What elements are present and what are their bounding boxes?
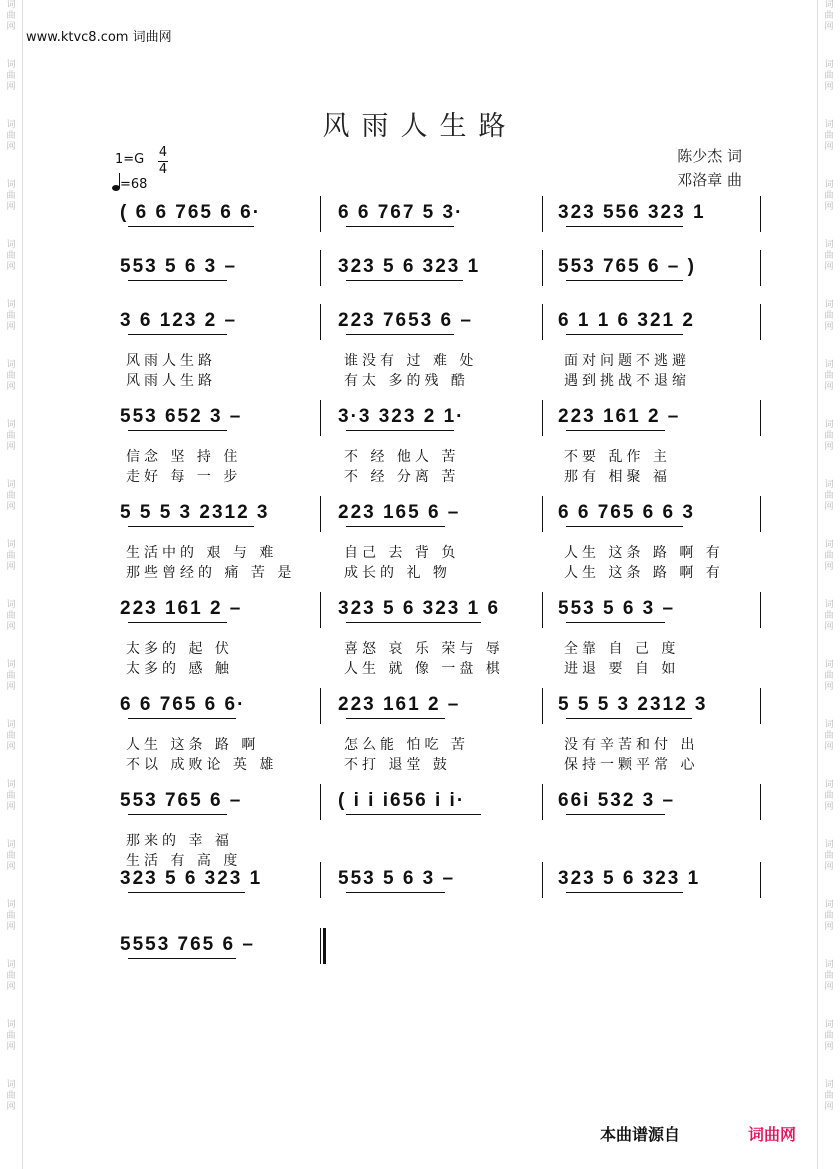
watermark-group: 词 曲 网 xyxy=(824,0,834,32)
watermark-group: 词 曲 网 xyxy=(6,360,16,392)
key-signature: 1=G xyxy=(115,152,145,167)
final-barline xyxy=(320,928,324,964)
barline xyxy=(542,784,543,820)
beam-underline xyxy=(128,430,227,431)
lyric-line: 人生 这条 路 啊 xyxy=(126,737,260,753)
measure-group xyxy=(120,928,320,968)
lyric-line: 不打 退堂 鼓 xyxy=(344,757,451,773)
right-margin-line xyxy=(817,0,818,1169)
watermark-group: 词 曲 网 xyxy=(6,540,16,572)
beam-underline xyxy=(566,226,683,227)
watermark-group: 词 曲 网 xyxy=(824,180,834,212)
watermark-group: 词 曲 网 xyxy=(6,720,16,752)
measure-group xyxy=(338,688,538,773)
lyric-line: 不 经 他人 苦 xyxy=(344,449,460,465)
watermark-group: 词 曲 网 xyxy=(6,480,16,512)
lyric-line: 不要 乱作 主 xyxy=(564,449,671,465)
measure-group xyxy=(120,304,320,389)
beam-underline xyxy=(346,334,454,335)
lyric-line: 人生 就 像 一盘 棋 xyxy=(344,661,504,677)
watermark-group: 词 曲 网 xyxy=(824,720,834,752)
watermark-group: 词 曲 网 xyxy=(6,600,16,632)
lyric-line: 风雨人生路 xyxy=(126,373,216,389)
notation-line: ( i i i656 i i· xyxy=(338,790,466,811)
lyric-line: 有太 多的残 酷 xyxy=(344,373,469,389)
watermark-group: 词 曲 网 xyxy=(6,180,16,212)
beam-underline xyxy=(346,280,463,281)
footer-source: 本曲谱源自 xyxy=(600,1125,681,1144)
watermark-group: 词 曲 网 xyxy=(6,660,16,692)
barline xyxy=(320,784,321,820)
watermark-group: 词 曲 网 xyxy=(824,780,834,812)
lyric-line: 生活 有 高 度 xyxy=(126,853,242,869)
barline xyxy=(760,688,761,724)
lyric-line: 那来的 幸 福 xyxy=(126,833,233,849)
beam-underline xyxy=(566,280,683,281)
measure-group xyxy=(120,196,320,236)
meter-bottom: 4 xyxy=(158,162,168,177)
watermark-group: 词 曲 网 xyxy=(824,300,834,332)
beam-underline xyxy=(128,280,227,281)
beam-underline xyxy=(346,430,454,431)
watermark-group: 词 曲 网 xyxy=(824,1080,834,1112)
watermark-group: 词 曲 网 xyxy=(824,120,834,152)
left-watermark-strip xyxy=(0,0,22,1169)
lyric-line: 自己 去 背 负 xyxy=(344,545,460,561)
watermark-group: 词 曲 网 xyxy=(6,0,16,32)
barline xyxy=(542,196,543,232)
measure-group xyxy=(558,400,758,485)
barline xyxy=(760,592,761,628)
lyric-line: 成长的 礼 物 xyxy=(344,565,451,581)
beam-underline xyxy=(566,526,683,527)
barline xyxy=(320,196,321,232)
beam-underline xyxy=(128,622,227,623)
song-title: 风雨人生路 xyxy=(322,111,518,142)
composer-credit: 邓洛章 曲 xyxy=(677,171,742,189)
watermark-group: 词 曲 网 xyxy=(824,840,834,872)
watermark-group: 词 曲 网 xyxy=(824,960,834,992)
score-row xyxy=(110,304,770,414)
measure-group xyxy=(120,688,320,773)
notation-line: 323 556 323 1 xyxy=(558,202,706,223)
barline xyxy=(760,496,761,532)
barline xyxy=(320,400,321,436)
barline xyxy=(542,400,543,436)
notation-line: 5 5 5 3 2312 3 xyxy=(120,502,270,523)
measure-group xyxy=(558,784,758,824)
beam-underline xyxy=(346,622,481,623)
barline xyxy=(542,250,543,286)
watermark-group: 词 曲 网 xyxy=(824,420,834,452)
beam-underline xyxy=(566,718,692,719)
score-row xyxy=(110,928,770,1038)
beam-underline xyxy=(346,814,481,815)
score-row xyxy=(110,400,770,510)
watermark-group: 词 曲 网 xyxy=(6,960,16,992)
lyric-line: 面对问题不逃避 xyxy=(564,353,690,369)
lyric-line: 人生 这条 路 啊 有 xyxy=(564,545,724,561)
beam-underline xyxy=(128,718,236,719)
barline xyxy=(320,688,321,724)
beam-underline xyxy=(128,526,254,527)
notation-line: 323 5 6 323 1 xyxy=(558,868,701,889)
measure-group xyxy=(120,592,320,677)
notation-line: 223 165 6 – xyxy=(338,502,461,523)
watermark-group: 词 曲 网 xyxy=(824,660,834,692)
beam-underline xyxy=(566,334,683,335)
watermark-group: 词 曲 网 xyxy=(6,900,16,932)
watermark-group: 词 曲 网 xyxy=(824,900,834,932)
watermark-group: 词 曲 网 xyxy=(824,540,834,572)
measure-group xyxy=(338,592,538,677)
watermark-group: 词 曲 网 xyxy=(6,300,16,332)
beam-underline xyxy=(346,226,454,227)
lyric-line: 不 经 分离 苦 xyxy=(344,469,460,485)
notation-line: 553 652 3 – xyxy=(120,406,243,427)
barline xyxy=(542,862,543,898)
watermark-group: 词 曲 网 xyxy=(824,480,834,512)
beam-underline xyxy=(566,814,665,815)
beam-underline xyxy=(128,334,227,335)
notation-line: 3·3 323 2 1· xyxy=(338,406,465,427)
barline xyxy=(760,784,761,820)
barline xyxy=(320,862,321,898)
watermark-group: 词 曲 网 xyxy=(6,60,16,92)
watermark-group: 词 曲 网 xyxy=(6,420,16,452)
measure-group xyxy=(558,688,758,773)
beam-underline xyxy=(128,892,245,893)
measure-group xyxy=(338,784,538,824)
footer-brand[interactable]: 词曲网 xyxy=(748,1125,797,1144)
watermark-group: 词 曲 网 xyxy=(824,600,834,632)
notation-line: 223 161 2 – xyxy=(338,694,461,715)
beam-underline xyxy=(346,892,445,893)
score-row xyxy=(110,496,770,606)
watermark-group: 词 曲 网 xyxy=(824,1020,834,1052)
measure-group xyxy=(120,400,320,485)
left-margin-line xyxy=(22,0,23,1169)
lyric-line: 那有 相聚 福 xyxy=(564,469,671,485)
beam-underline xyxy=(566,892,683,893)
lyric-line: 那些曾经的 痛 苦 是 xyxy=(126,565,296,581)
notation-line: 553 5 6 3 – xyxy=(558,598,676,619)
barline xyxy=(320,304,321,340)
barline xyxy=(542,688,543,724)
lyric-line: 喜怒 哀 乐 荣与 辱 xyxy=(344,641,504,657)
measure-group xyxy=(120,250,320,290)
lyric-line: 人生 这条 路 啊 有 xyxy=(564,565,724,581)
lyric-line: 谁没有 过 难 处 xyxy=(344,353,478,369)
measure-group xyxy=(338,496,538,581)
tempo-value: =68 xyxy=(120,177,148,192)
watermark-group: 词 曲 网 xyxy=(6,1020,16,1052)
lyric-line: 风雨人生路 xyxy=(126,353,216,369)
barline xyxy=(542,496,543,532)
beam-underline xyxy=(566,430,665,431)
lyric-line: 遇到挑战不退缩 xyxy=(564,373,690,389)
measure-group xyxy=(558,196,758,236)
notation-line: 6 1 1 6 321 2 xyxy=(558,310,695,331)
barline xyxy=(320,250,321,286)
notation-line: 553 5 6 3 – xyxy=(338,868,456,889)
watermark-group: 词 曲 网 xyxy=(824,60,834,92)
beam-underline xyxy=(128,814,227,815)
barline xyxy=(760,304,761,340)
lyric-line: 太多的 感 触 xyxy=(126,661,233,677)
beam-underline xyxy=(128,226,254,227)
lyric-line: 信念 坚 持 住 xyxy=(126,449,242,465)
lyric-line: 走好 每 一 步 xyxy=(126,469,242,485)
measure-group xyxy=(120,784,320,869)
barline xyxy=(542,592,543,628)
watermark-group: 词 曲 网 xyxy=(6,780,16,812)
meter-top: 4 xyxy=(158,145,168,160)
notation-line: 323 5 6 323 1 xyxy=(120,868,263,889)
barline xyxy=(320,592,321,628)
watermark-group: 词 曲 网 xyxy=(824,240,834,272)
notation-line: 223 7653 6 – xyxy=(338,310,473,331)
barline xyxy=(760,862,761,898)
lyric-line: 没有辛苦和付 出 xyxy=(564,737,699,753)
measure-group xyxy=(338,196,538,236)
beam-underline xyxy=(566,622,665,623)
watermark-group: 词 曲 网 xyxy=(6,840,16,872)
tempo-marking xyxy=(112,173,147,192)
notation-line: 3 6 123 2 – xyxy=(120,310,238,331)
measure-group xyxy=(338,862,538,902)
notation-line: 5553 765 6 – xyxy=(120,934,255,955)
lyric-line: 全靠 自 己 度 xyxy=(564,641,680,657)
lyric-line: 进退 要 自 如 xyxy=(564,661,680,677)
measure-group xyxy=(558,250,758,290)
lyricist-credit: 陈少杰 词 xyxy=(677,147,742,165)
right-watermark-strip xyxy=(818,0,840,1169)
measure-group xyxy=(120,862,320,902)
barline xyxy=(542,304,543,340)
notation-line: 6 6 765 6 6 3 xyxy=(558,502,695,523)
score-row xyxy=(110,592,770,702)
barline xyxy=(760,400,761,436)
measure-group xyxy=(558,592,758,677)
beam-underline xyxy=(346,718,445,719)
watermark-group: 词 曲 网 xyxy=(824,360,834,392)
notation-line: 6 6 767 5 3· xyxy=(338,202,464,223)
watermark-group: 词 曲 网 xyxy=(6,1080,16,1112)
notation-line: ( 6 6 765 6 6· xyxy=(120,202,262,223)
measure-group xyxy=(120,496,320,581)
measure-group xyxy=(558,862,758,902)
notation-line: 66i 532 3 – xyxy=(558,790,676,811)
time-signature xyxy=(158,145,168,178)
watermark-group: 词 曲 网 xyxy=(6,120,16,152)
measure-group xyxy=(338,400,538,485)
watermark-group: 词 曲 网 xyxy=(6,240,16,272)
beam-underline xyxy=(128,958,236,959)
site-url[interactable]: www.ktvc8.com 词曲网 xyxy=(26,30,172,45)
notation-line: 223 161 2 – xyxy=(558,406,681,427)
notation-line: 553 765 6 – xyxy=(120,790,243,811)
barline xyxy=(760,250,761,286)
notation-line: 223 161 2 – xyxy=(120,598,243,619)
measure-group xyxy=(338,250,538,290)
lyric-line: 怎么能 怕吃 苦 xyxy=(344,737,469,753)
beam-underline xyxy=(346,526,445,527)
notation-line: 5 5 5 3 2312 3 xyxy=(558,694,708,715)
quarter-note-icon xyxy=(112,173,120,191)
notation-line: 553 765 6 – ) xyxy=(558,256,696,277)
measure-group xyxy=(558,496,758,581)
lyric-line: 不以 成败论 英 雄 xyxy=(126,757,278,773)
lyric-line: 太多的 起 伏 xyxy=(126,641,233,657)
notation-line: 323 5 6 323 1 6 xyxy=(338,598,501,619)
notation-line: 323 5 6 323 1 xyxy=(338,256,481,277)
score-row xyxy=(110,688,770,798)
notation-line: 6 6 765 6 6· xyxy=(120,694,246,715)
notation-line: 553 5 6 3 – xyxy=(120,256,238,277)
measure-group xyxy=(558,304,758,389)
lyric-line: 生活中的 艰 与 难 xyxy=(126,545,278,561)
barline xyxy=(760,196,761,232)
lyric-line: 保持一颗平常 心 xyxy=(564,757,699,773)
measure-group xyxy=(338,304,538,389)
barline xyxy=(320,496,321,532)
